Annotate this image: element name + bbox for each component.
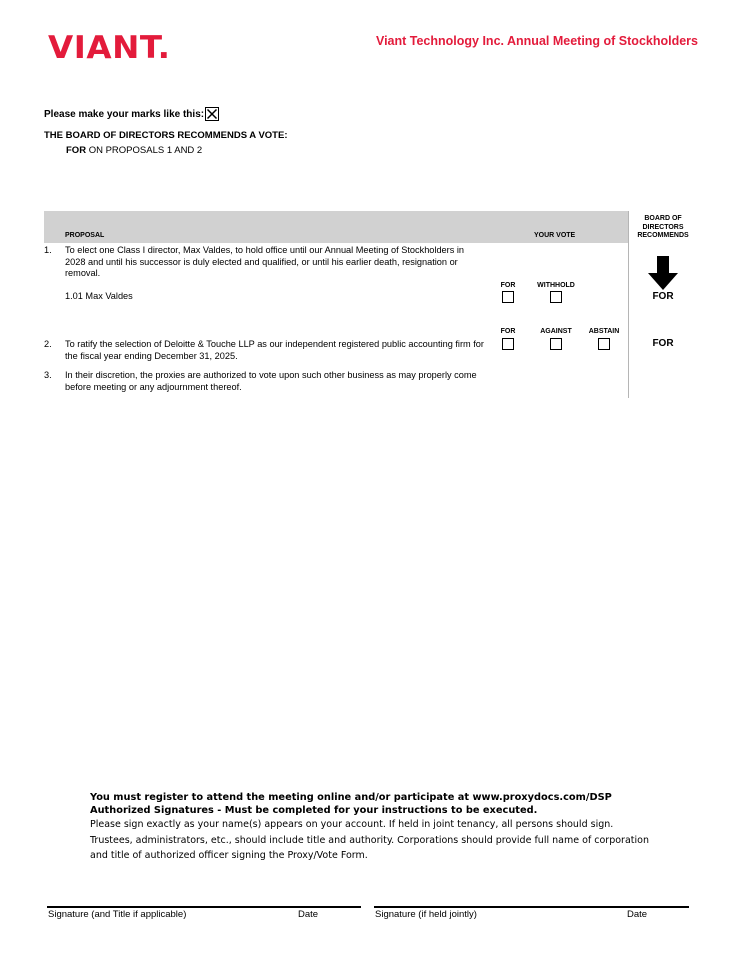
board-sub-rest: ON PROPOSALS 1 AND 2 bbox=[86, 145, 203, 156]
p1-recommendation: FOR bbox=[652, 291, 674, 302]
p1-for-checkbox[interactable] bbox=[502, 291, 514, 303]
board-sub-bold: FOR bbox=[66, 145, 87, 156]
arrow-down-icon bbox=[648, 256, 678, 295]
signature-1-label: Signature (and Title if applicable) bbox=[48, 909, 187, 920]
p2-abstain-label: ABSTAIN bbox=[588, 328, 620, 335]
p2-recommendation: FOR bbox=[652, 338, 674, 349]
date-2-label: Date bbox=[627, 909, 648, 920]
p2-for-checkbox[interactable] bbox=[502, 338, 514, 350]
recommendation-divider bbox=[628, 211, 629, 398]
marks-instruction: Please make your marks like this: bbox=[44, 109, 205, 120]
header-board-recommends: BOARD OF DIRECTORS RECOMMENDS bbox=[637, 215, 689, 239]
header-proposal: PROPOSAL bbox=[65, 232, 105, 239]
signing-instructions: Please sign exactly as your name(s) appears on your account. If held in joint tenancy, all persons should sign. Trustees, administrators, etc., should include title and authority. Corporations should provide full name of corporation and title of authorized officer signing the Proxy/Vote Form. bbox=[90, 819, 649, 861]
signature-line-2[interactable] bbox=[374, 906, 689, 908]
signature-line-1[interactable] bbox=[47, 906, 361, 908]
p2-against-label: AGAINST bbox=[540, 328, 572, 335]
board-recommendation-subline bbox=[66, 145, 202, 156]
proposal-2-number: 2. bbox=[44, 339, 52, 349]
meeting-title: Viant Technology Inc. Annual Meeting of Stockholders bbox=[375, 34, 698, 48]
register-line: You must register to attend the meeting online and/or participate at www.proxydocs.com/DSP bbox=[90, 792, 612, 803]
proposal-3-number: 3. bbox=[44, 370, 52, 380]
p1-for-label: FOR bbox=[500, 282, 516, 289]
p1-withhold-label: WITHHOLD bbox=[537, 282, 575, 289]
proposal-1-text: To elect one Class I director, Max Valdes, to hold office until our Annual Meeting of Stockholders in 2028 and until his successor is duly elected and qualified, or until his earlier death, resignation or removal. bbox=[65, 245, 465, 278]
board-recommendation-heading: THE BOARD OF DIRECTORS RECOMMENDS A VOTE: bbox=[44, 130, 288, 141]
proposal-1-nominee: 1.01 Max Valdes bbox=[65, 291, 133, 301]
p1-withhold-checkbox[interactable] bbox=[550, 291, 562, 303]
header-your-vote: YOUR VOTE bbox=[534, 232, 576, 239]
p2-against-checkbox[interactable] bbox=[550, 338, 562, 350]
p2-for-label: FOR bbox=[500, 328, 516, 335]
date-1-label: Date bbox=[298, 909, 319, 920]
proposal-3-text: In their discretion, the proxies are authorized to vote upon such other business as may properly come before meeting or any adjournment thereof. bbox=[65, 370, 477, 392]
p2-abstain-checkbox[interactable] bbox=[598, 338, 610, 350]
viant-logo: VIANT. bbox=[48, 30, 171, 66]
signature-2-label: Signature (if held jointly) bbox=[375, 909, 477, 920]
sample-mark-icon bbox=[205, 107, 219, 121]
proposal-2-text: To ratify the selection of Deloitte & Touche LLP as our independent registered public accounting firm for the fiscal year ending December 31, 2025. bbox=[65, 339, 484, 361]
proposal-1-number: 1. bbox=[44, 245, 52, 255]
authorized-signatures-line: Authorized Signatures - Must be completed for your instructions to be executed. bbox=[90, 805, 538, 816]
